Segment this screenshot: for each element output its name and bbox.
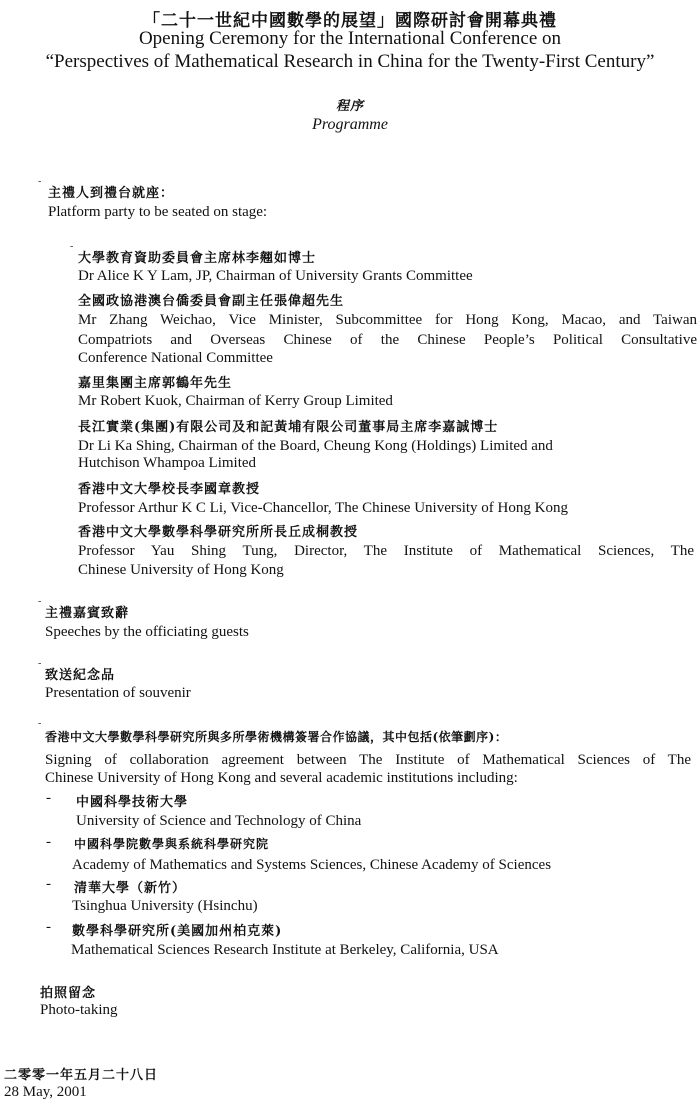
guest-1-chinese: 大學教育資助委員會主席林李翹如博士 [78, 251, 317, 266]
programme-heading-english: Programme [312, 116, 388, 133]
speeches-chinese: 主禮嘉賓致辭 [45, 606, 130, 621]
guest-4-english-line1: Dr Li Ka Shing, Chairman of the Board, Cheung Kong (Holdings) Limited and [78, 438, 553, 454]
guest-4-english-line2: Hutchison Whampoa Limited [78, 455, 257, 471]
guest-6-english-line1: Professor Yau Shing Tung, Director, The Institute of Mathematical Sciences, The [78, 543, 694, 559]
section-tick-mark: - [38, 596, 42, 607]
souvenir-chinese: 致送紀念品 [45, 668, 116, 683]
platform-heading-english: Platform party to be seated on stage: [48, 204, 268, 220]
institution-3-chinese: 清華大學（新竹） [74, 881, 187, 896]
guest-6-english-line2: Chinese University of Hong Kong [78, 562, 284, 578]
section-tick-mark: - [38, 658, 42, 669]
guest-2-english-line1: Mr Zhang Weichao, Vice Minister, Subcommittee for Hong Kong, Macao, and Taiwan [78, 312, 697, 328]
institution-4-chinese: 數學科學研究所(美國加州柏克萊) [72, 924, 283, 939]
guest-6-chinese: 香港中文大學數學科學研究所所長丘成桐教授 [78, 525, 359, 540]
guest-5-chinese: 香港中文大學校長李國章教授 [78, 482, 261, 497]
section-tick-mark: - [70, 241, 74, 252]
institution-1-english: University of Science and Technology of China [76, 813, 362, 829]
souvenir-english: Presentation of souvenir [45, 685, 191, 701]
photo-english: Photo-taking [40, 1002, 118, 1018]
title-english-line1: Opening Ceremony for the International Conference on [138, 28, 562, 49]
institution-1-chinese: 中國科學技術大學 [76, 795, 189, 810]
institution-2-chinese: 中國科學院數學與系統科學研究院 [74, 837, 270, 851]
guest-2-chinese: 全國政協港澳台僑委員會副主任張偉超先生 [78, 294, 345, 309]
guest-5-english: Professor Arthur K C Li, Vice-Chancellor, The Chinese University of Hong Kong [78, 500, 568, 516]
bullet-dash: - [46, 919, 51, 935]
title-english-line2: “Perspectives of Mathematical Research in China for the Twenty-First Century” [45, 51, 655, 72]
guest-3-chinese: 嘉里集團主席郭鶴年先生 [78, 376, 233, 391]
date-english: 28 May, 2001 [4, 1084, 87, 1100]
guest-1-english: Dr Alice K Y Lam, JP, Chairman of University Grants Committee [78, 268, 473, 284]
institution-3-english: Tsinghua University (Hsinchu) [72, 898, 258, 914]
institution-2-english: Academy of Mathematics and Systems Sciences, Chinese Academy of Sciences [72, 857, 552, 873]
bullet-dash: - [46, 876, 51, 892]
speeches-english: Speeches by the officiating guests [45, 624, 249, 640]
guest-2-english-line2: Compatriots and Overseas Chinese of the Chinese People’s Political Consultative [78, 332, 697, 348]
section-tick-mark: - [38, 718, 42, 729]
signing-english-line1: Signing of collaboration agreement between The Institute of Mathematical Sciences of The [45, 752, 691, 768]
institution-4-english: Mathematical Sciences Research Institute at Berkeley, California, USA [71, 942, 499, 958]
signing-chinese: 香港中文大學數學科學研究所與多所學術機構簽署合作協議，其中包括(依筆劃序)： [45, 730, 508, 744]
guest-2-english-line3: Conference National Committee [78, 350, 273, 366]
programme-heading-chinese: 程序 [335, 99, 364, 114]
date-chinese: 二零零一年五月二十八日 [4, 1068, 159, 1083]
photo-chinese: 拍照留念 [40, 986, 97, 1001]
section-tick-mark: - [38, 176, 42, 187]
title-chinese: 「二十一世紀中國數學的展望」國際研討會開幕典禮 [143, 11, 557, 31]
platform-heading-chinese: 主禮人到禮台就座： [48, 186, 175, 201]
signing-english-line2: Chinese University of Hong Kong and several academic institutions including: [45, 770, 518, 786]
bullet-dash: - [46, 834, 51, 850]
guest-4-chinese: 長江實業(集團)有限公司及和記黃埔有限公司董事局主席李嘉誠博士 [78, 420, 499, 435]
guest-3-english: Mr Robert Kuok, Chairman of Kerry Group Limited [78, 393, 393, 409]
bullet-dash: - [46, 790, 51, 806]
